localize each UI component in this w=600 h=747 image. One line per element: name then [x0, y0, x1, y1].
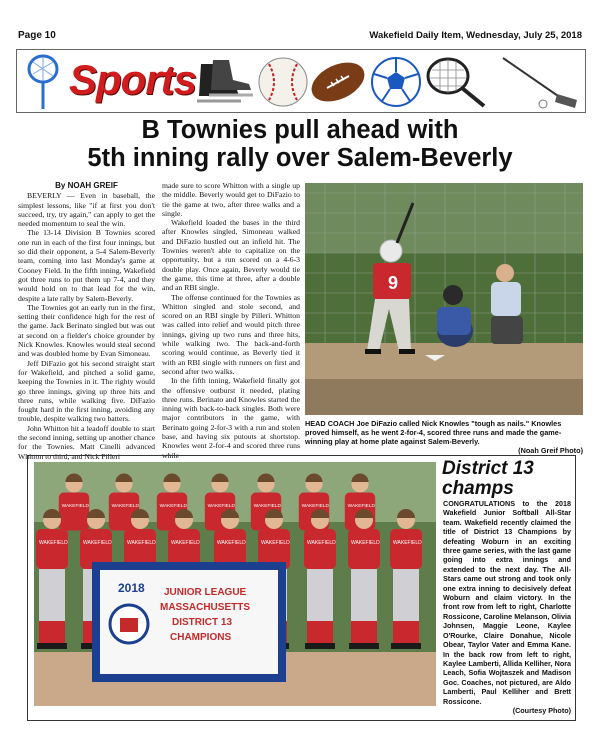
banner-line: MASSACHUSETTS: [160, 602, 251, 613]
paragraph: The offense continued for the Townies as Whitton singled and stole second, and scored on an RBI single by Pilleri. Whitton was called into relief and would pitch three innings, giving up two runs and three hits, while walking two. The back-and-forth scoring would continue, as Beverly tied it with an RBI single with runners on first and second after two walks.: [162, 292, 300, 376]
lacrosse-stick-icon: [23, 54, 63, 110]
paragraph: The Townies got an early run in the first, setting their confidence high for the rest of the game. Jack Berinato singled but was out at second on a fielder's choice grounder by Nick Knowles. Knowles would steal second and was doubled home by Evan Simoneau.: [18, 302, 155, 359]
player-figure: [304, 509, 336, 649]
caption-text: HEAD COACH Joe DiFazio called Nick Knowles "tough as nails." Knowles proved himself, as he went 2-for-4, scored three runs and made the game-winning play at home plate against Salem-Beverly.: [305, 419, 562, 446]
golf-club-icon: [497, 54, 581, 110]
newspaper-dateline: Wakefield Daily Item, Wednesday, July 25, 2018: [369, 30, 582, 41]
feature-title: [442, 459, 574, 499]
jersey-text: WAKEFIELD: [171, 540, 200, 546]
jersey-text: WAKEFIELD: [83, 540, 112, 546]
jersey-number: 9: [388, 273, 399, 293]
soccer-ball-icon: [370, 56, 422, 108]
sports-section-banner: [16, 49, 586, 113]
article-column-2: [162, 181, 300, 460]
jersey-text: WAKEFIELD: [217, 540, 246, 546]
paragraph: The 13-14 Division B Townies scored one run in each of the first four innings, but so did their opponent, a 5-4 Salem-Beverly team, coming into last Monday's game at Cooney Field. In the fifth inning, Wakefield got three runs to put them up 7-4, and they would hold on to that lead for the win, despite a late rally by Salem-Beverly.: [18, 228, 155, 303]
headline-line: B Townies pull ahead with: [141, 116, 459, 144]
photo-caption: [305, 419, 583, 455]
jersey-text: WAKEFIELD: [111, 503, 139, 509]
jersey-text: WAKEFIELD: [301, 503, 329, 509]
player-figure: [36, 509, 68, 649]
feature-caption: [443, 499, 571, 715]
paragraph: John Whitton hit a leadoff double to start the second inning, setting up another chance for the Townies. Matt Cinelli advanced Whitton to third, and Nick Pilleri: [18, 423, 155, 461]
jersey-text: WAKEFIELD: [253, 503, 281, 509]
jersey-text: WAKEFIELD: [393, 540, 422, 546]
photo-credit: (Noah Greif Photo): [518, 446, 583, 455]
ice-skates-icon: [193, 56, 259, 106]
paragraph: BEVERLY — Even in baseball, the simplest lessons, like "if at first you don't succeed, try, try again," can apply to get the needed momentum to seal the win.: [18, 191, 155, 229]
jersey-text: WAKEFIELD: [347, 503, 375, 509]
baseball-icon: [257, 56, 309, 108]
jersey-text: WAKEFIELD: [127, 540, 156, 546]
paragraph: Wakefield loaded the bases in the third after Knowles singled, Simoneau walked and DiFazio hustled out an infield hit. The Townies weren't able to capitalize on the opportunity, but a run scored on a 4-6-3 double play. Once again, Beverly would tie the game, this time at three, after a double and an RBI single.: [162, 218, 300, 293]
article-headline: [16, 116, 584, 172]
jersey-text: WAKEFIELD: [207, 503, 235, 509]
jersey-text: WAKEFIELD: [159, 503, 187, 509]
banner-line: CHAMPIONS: [170, 632, 232, 643]
feature-caption-text: CONGRATULATIONS to the 2018 Wakefield Junior Softball All-Star team. Wakefield recently claimed the title of District 13 Champions by defeating Woburn in an exciting three game series, with the last game going into extra innings and extended to the next day. The All-Stars came out strong and took only one extra inning to decisively defeat Woburn and claim victory. In the front row from left to right, Charlotte Rossicone, Caroline Melanson, Olivia Johnsen, Maggie Leone, Kaylee O'Rourke, Claire Donahue, Nicole Obear, Taylor Vater and Emma Kane. In the back row from left to right, Kaylee Lamberti, Allida Kelliher, Nora Leach, Sofia Wojtaszek and Madison Goc. Coaches, not pictured, are Aldo Lamberti, Paul Kelliher and Brett Rossicone.: [443, 499, 571, 706]
feature-title-line: District 13: [442, 458, 534, 479]
jersey-text: WAKEFIELD: [351, 540, 380, 546]
tennis-racket-icon: [422, 54, 492, 110]
football-icon: [307, 54, 369, 110]
byline: By NOAH GREIF: [55, 181, 118, 190]
banner-line: JUNIOR LEAGUE: [164, 587, 247, 598]
jersey-text: WAKEFIELD: [39, 540, 68, 546]
section-title: Sports: [69, 56, 197, 103]
headline-line: 5th inning rally over Salem-Beverly: [87, 144, 513, 172]
feature-photo-credit: (Courtesy Photo): [512, 705, 571, 715]
softball-team-photo: [34, 462, 436, 706]
article-column-1: [18, 181, 155, 461]
jersey-text: WAKEFIELD: [61, 503, 89, 509]
player-figure: [348, 509, 380, 649]
feature-title-line: champs: [442, 478, 514, 499]
baseball-game-photo: [305, 183, 583, 415]
jersey-text: WAKEFIELD: [307, 540, 336, 546]
paragraph: Jeff DiFazio got his second straight start for Wakefield, and pitched a solid game, keeping the Townies in it. The righty would go three innings, giving up three hits and three runs, while walking five. DiFazio fought hard in the first inning, avoiding any trouble, despite walking two batters.: [18, 358, 155, 424]
paragraph: In the fifth inning, Wakefield finally got the offensive outburst it needed, plating three runs. Berinato and Knowles started the inning with back-to-back singles. Both were major contributors in the game, with Berinato going 2-for-3 with a run and stolen base, and having six putouts at shortstop. Knowles went 2-for-4 and scored three runs while: [162, 376, 300, 460]
banner-year: 2018: [118, 581, 145, 595]
banner-line: DISTRICT 13: [172, 617, 233, 628]
paragraph: made sure to score Whitton with a single up the middle. Beverly would get to DiFazio to tie the game at two, after three walks and a single.: [162, 181, 300, 218]
jersey-text: WAKEFIELD: [261, 540, 290, 546]
page-number: Page 10: [18, 30, 56, 41]
player-figure: [390, 509, 422, 649]
